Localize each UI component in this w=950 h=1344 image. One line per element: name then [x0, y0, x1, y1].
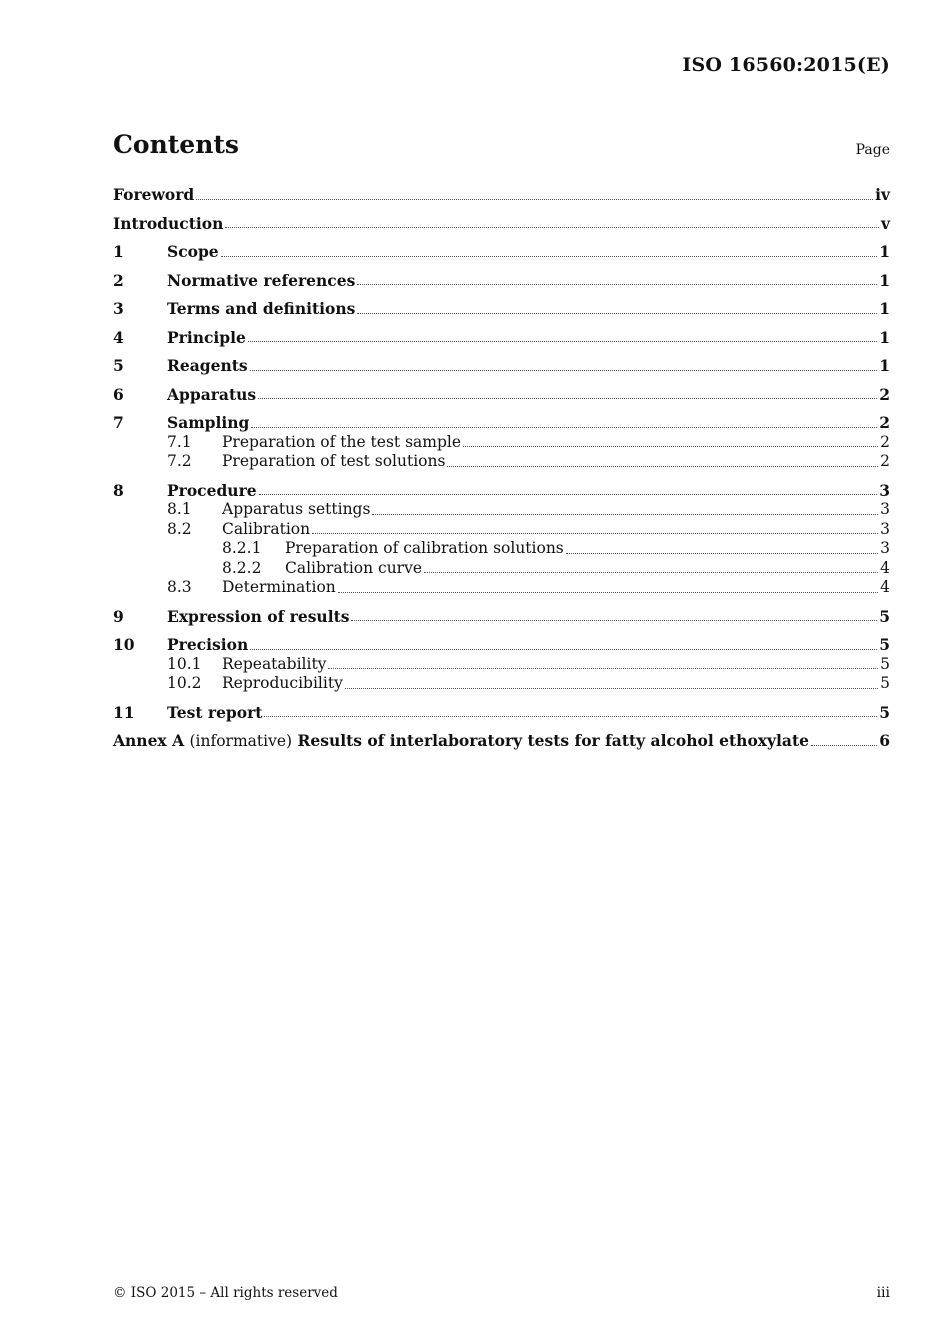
toc-entry[interactable] [113, 452, 890, 472]
toc-entry[interactable] [113, 242, 890, 262]
toc-dot-leader [259, 493, 878, 495]
toc-entry[interactable] [113, 433, 890, 453]
toc-entry[interactable] [113, 214, 890, 234]
toc-entry[interactable] [113, 703, 890, 723]
toc-entry-number: 8 [113, 480, 124, 500]
toc-entry[interactable] [113, 385, 890, 405]
toc-entry-page: 2 [879, 384, 890, 404]
toc-entry-title: Apparatus [167, 384, 257, 404]
toc-entry-number: 8.1 [167, 500, 192, 518]
toc-entry-page: 5 [880, 654, 890, 673]
toc-dot-leader [463, 445, 878, 447]
toc-entry-page: 3 [880, 539, 890, 557]
toc-dot-leader [338, 591, 878, 593]
toc-dot-leader [225, 226, 879, 228]
toc-entry-page: 4 [880, 558, 890, 577]
annex-label: Annex A [113, 731, 185, 750]
toc-entry-number: 10.1 [167, 654, 202, 673]
toc-entry-page: 4 [880, 578, 890, 596]
toc-entry-page: 3 [880, 519, 890, 538]
toc-entry-page: 2 [879, 413, 890, 432]
toc-dot-leader [811, 744, 877, 746]
table-of-contents [113, 185, 890, 751]
toc-dot-leader [424, 571, 878, 573]
contents-title: Contents [113, 130, 240, 159]
toc-entry-number: 8.2.2 [222, 558, 262, 577]
toc-dot-leader [258, 397, 877, 399]
toc-entry[interactable] [113, 607, 890, 627]
toc-dot-leader [251, 426, 877, 428]
toc-entry-number: 7 [113, 413, 124, 432]
footer-copyright: © ISO 2015 – All rights reserved [113, 1285, 338, 1301]
footer-page-number: iii [876, 1285, 890, 1301]
toc-entry-page: 5 [879, 702, 890, 722]
toc-entry-title: Precision [167, 635, 249, 654]
toc-entry-title: Reproducibility [222, 674, 343, 692]
toc-entry-page: 1 [879, 270, 890, 290]
toc-entry[interactable] [113, 635, 890, 655]
toc-dot-leader [447, 465, 878, 467]
toc-entry-number: 3 [113, 299, 124, 318]
toc-entry-title: Reagents [167, 356, 248, 375]
document-id: ISO 16560:2015(E) [682, 54, 890, 76]
toc-entry-title: Determination [222, 578, 336, 596]
toc-dot-leader [250, 369, 878, 371]
toc-entry-title: Terms and definitions [167, 299, 356, 318]
toc-entry-page: 5 [879, 635, 890, 654]
toc-dot-leader [196, 198, 873, 200]
toc-entry-title: Expression of results [167, 606, 350, 626]
toc-entry-title: Normative references [167, 270, 356, 290]
toc-entry[interactable] [113, 185, 890, 205]
toc-dot-leader [357, 283, 877, 285]
toc-entry-page: 1 [879, 299, 890, 318]
toc-entry-number: 10 [113, 635, 135, 654]
toc-entry-title: Calibration [222, 519, 311, 538]
toc-entry-title: Sampling [167, 413, 250, 432]
toc-entry[interactable] [113, 271, 890, 291]
toc-entry-page: iv [875, 185, 890, 204]
toc-entry-title: Scope [167, 242, 219, 261]
toc-entry-number: 8.2 [167, 519, 192, 538]
toc-entry-page: 6 [879, 731, 890, 750]
toc-entry-number: 1 [113, 242, 124, 261]
toc-entry[interactable] [113, 481, 890, 501]
toc-entry-number: 8.2.1 [222, 539, 262, 557]
toc-dot-leader [372, 513, 878, 515]
toc-entry-number: 5 [113, 356, 124, 375]
toc-entry-number: 4 [113, 327, 124, 347]
toc-dot-leader [351, 619, 877, 621]
toc-entry[interactable] [113, 413, 890, 433]
toc-entry-page: 1 [879, 356, 890, 375]
toc-entry-title: Foreword [113, 185, 195, 204]
toc-entry-page: 1 [879, 242, 890, 261]
toc-entry-annex-a[interactable] [113, 731, 890, 751]
toc-entry-number: 11 [113, 702, 135, 722]
toc-entry-number: 8.3 [167, 578, 192, 596]
toc-dot-leader [250, 648, 877, 650]
toc-entry-page: 2 [880, 452, 890, 470]
toc-entry-page: v [880, 213, 890, 233]
page-column-label: Page [855, 142, 890, 158]
toc-dot-leader [221, 255, 878, 257]
toc-dot-leader [312, 532, 878, 534]
toc-entry-page: 2 [880, 432, 890, 451]
toc-entry-title: Principle [167, 327, 246, 347]
toc-entry[interactable] [113, 674, 890, 694]
toc-entry[interactable] [113, 559, 890, 579]
toc-dot-leader [345, 687, 878, 689]
toc-dot-leader [248, 340, 877, 342]
toc-dot-leader [566, 552, 878, 554]
toc-entry-page: 1 [879, 327, 890, 347]
toc-entry-title: Preparation of the test sample [222, 432, 462, 451]
toc-entry-title: Preparation of calibration solutions [285, 539, 564, 557]
toc-entry-page: 3 [880, 500, 890, 518]
toc-entry-title: Preparation of test solutions [222, 452, 446, 470]
toc-entry-page: 5 [880, 674, 890, 692]
toc-entry[interactable] [113, 539, 890, 559]
toc-dot-leader [264, 715, 877, 717]
toc-entry-title: Repeatability [222, 654, 327, 673]
toc-entry[interactable] [113, 520, 890, 540]
toc-entry-title: Apparatus settings [222, 500, 371, 518]
toc-entry-title: Test report [167, 702, 263, 722]
toc-entry-page: 5 [879, 606, 890, 626]
annex-qualifier: (informative) [189, 732, 293, 750]
toc-entry-number: 9 [113, 606, 124, 626]
toc-dot-leader [328, 667, 878, 669]
toc-entry-number: 10.2 [167, 674, 202, 692]
toc-entry[interactable] [113, 500, 890, 520]
annex-title: Results of interlaboratory tests for fatty alcohol ethoxylate [297, 731, 809, 750]
toc-entry-number: 6 [113, 384, 124, 404]
toc-entry-title: Procedure [167, 480, 257, 500]
toc-entry-title: Calibration curve [285, 558, 423, 577]
toc-entry[interactable] [113, 328, 890, 348]
toc-entry-number: 2 [113, 270, 124, 290]
toc-dot-leader [357, 312, 877, 314]
toc-entry-title: Introduction [113, 213, 224, 233]
toc-entry[interactable] [113, 299, 890, 319]
toc-entry[interactable] [113, 578, 890, 598]
toc-entry[interactable] [113, 655, 890, 675]
toc-entry[interactable] [113, 356, 890, 376]
toc-entry-number: 7.2 [167, 452, 192, 470]
toc-entry-number: 7.1 [167, 432, 192, 451]
toc-entry-page: 3 [879, 480, 890, 500]
